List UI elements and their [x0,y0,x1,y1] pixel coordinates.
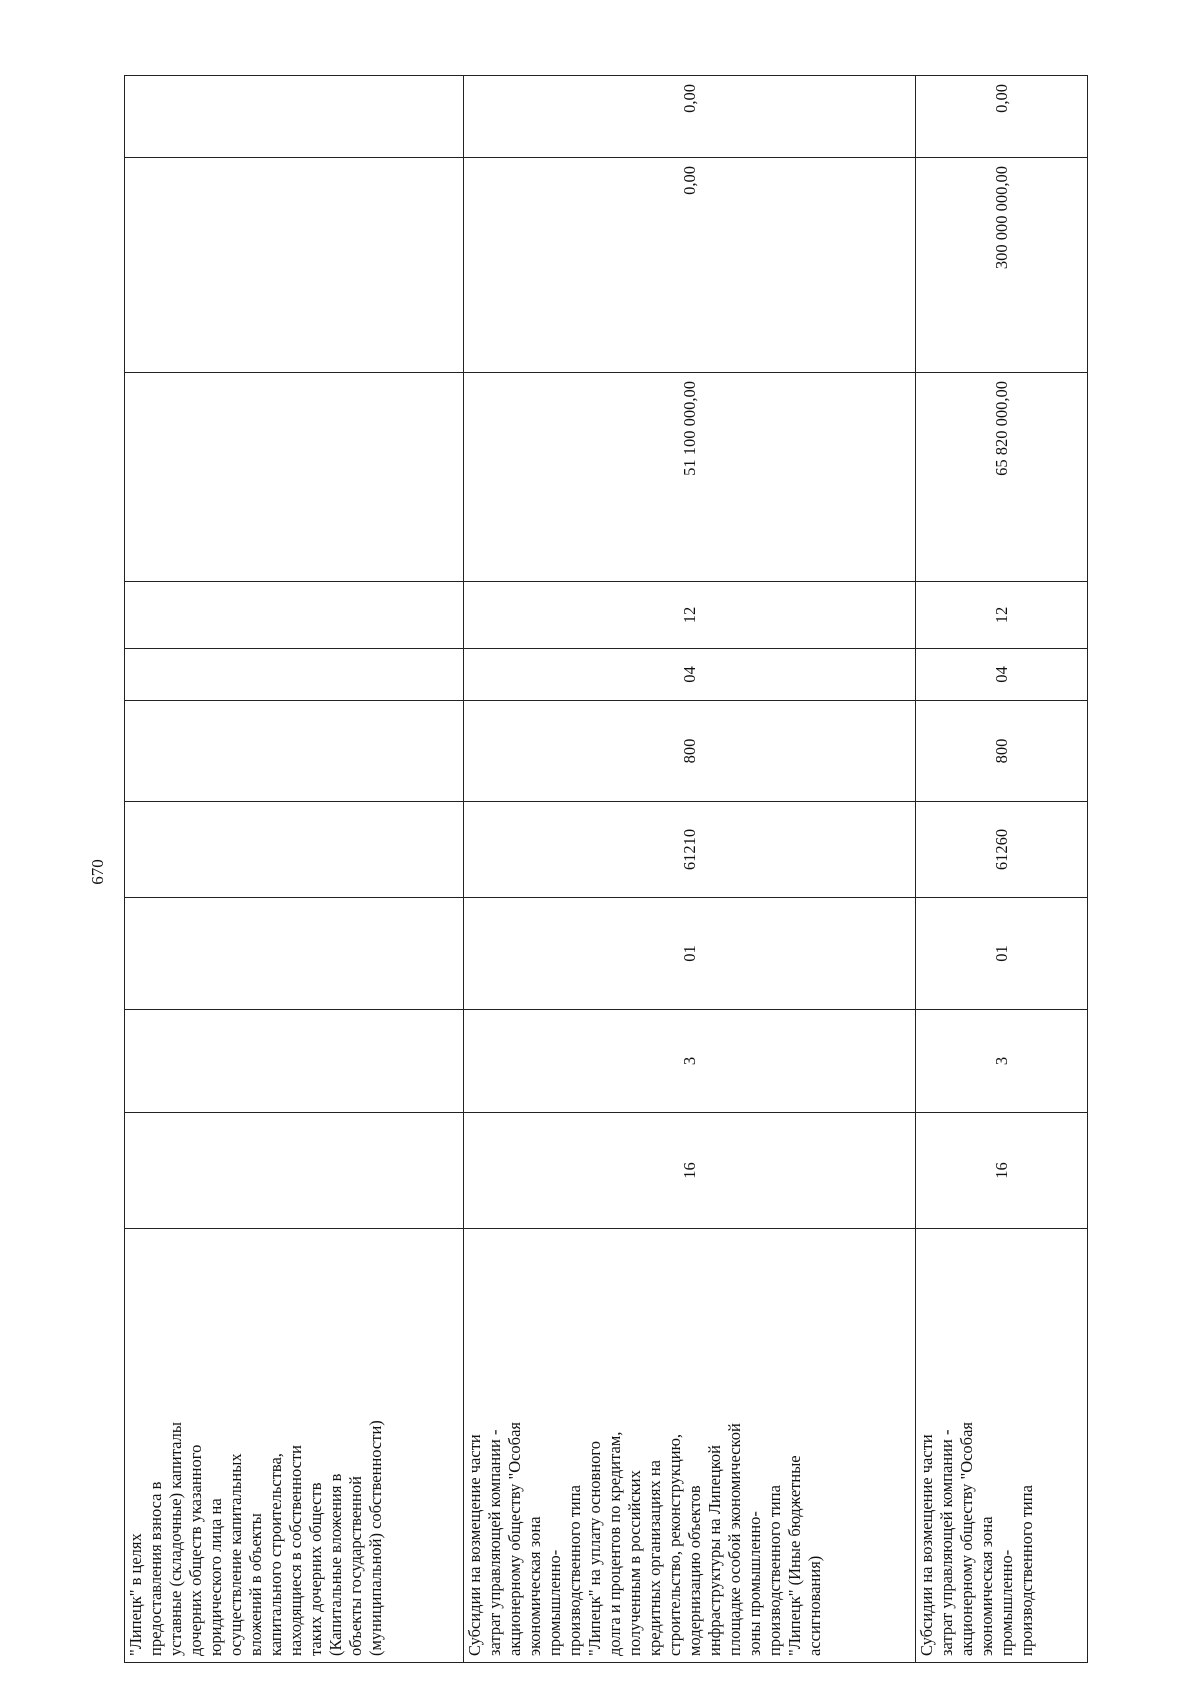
cell-amount-1 [125,373,464,582]
cell-gr: 16 [464,1113,916,1229]
cell-pr: 01 [464,898,916,1010]
cell-csr [125,802,464,898]
cell-a [125,649,464,701]
table-row [464,76,916,1663]
cell-rz: 3 [464,1010,916,1113]
cell-vr: 800 [464,701,916,802]
row-description: Субсидии на возмещение части затрат управляющей компании - акционерному обществу "Особая экономическая зона промышленно- производственного типа [916,1229,1088,1663]
table-row [125,76,464,1663]
cell-a: 04 [916,649,1088,701]
cell-gr [125,1113,464,1229]
cell-vr: 800 [916,701,1088,802]
budget-table-container [124,76,1087,1663]
cell-amount-3 [125,76,464,158]
cell-amount-2: 300 000 000,00 [916,158,1088,373]
cell-b: 12 [464,582,916,649]
cell-pr [125,898,464,1010]
row-description: "Липецк" в целях предоставления взноса в уставные (складочные) капиталы дочерних обществ указанного юридического лица на осуществление капитальных вложений в объекты капитального строительства, находящиеся в собственности таких дочерних обществ (Капитальные вложения в объекты государственной (муниципальной) собственности) [125,1229,464,1663]
cell-rz [125,1010,464,1113]
cell-b: 12 [916,582,1088,649]
cell-amount-3: 0,00 [916,76,1088,158]
cell-amount-1: 65 820 000,00 [916,373,1088,582]
cell-amount-1: 51 100 000,00 [464,373,916,582]
cell-b [125,582,464,649]
budget-table [124,75,1088,1663]
cell-amount-2: 0,00 [464,158,916,373]
cell-amount-3: 0,00 [464,76,916,158]
table-row [916,76,1088,1663]
row-description: Субсидии на возмещение части затрат управляющей компании - акционерному обществу "Особая экономическая зона промышленно- производственного типа "Липецк" на уплату основного долга и процентов по кредитам, полученным в российских кредитных организациях на строительство, реконструкцию, модернизацию объектов инфраструктуры на Липецкой площадке особой экономической зоны промышленно- производственного типа "Липецк" (Иные бюджетные ассигнования) [464,1229,916,1663]
cell-pr: 01 [916,898,1088,1010]
cell-a: 04 [464,649,916,701]
page-number: 670 [88,859,107,885]
cell-gr: 16 [916,1113,1088,1229]
cell-rz: 3 [916,1010,1088,1113]
cell-amount-2 [125,158,464,373]
cell-csr: 61210 [464,802,916,898]
cell-vr [125,701,464,802]
cell-csr: 61260 [916,802,1088,898]
